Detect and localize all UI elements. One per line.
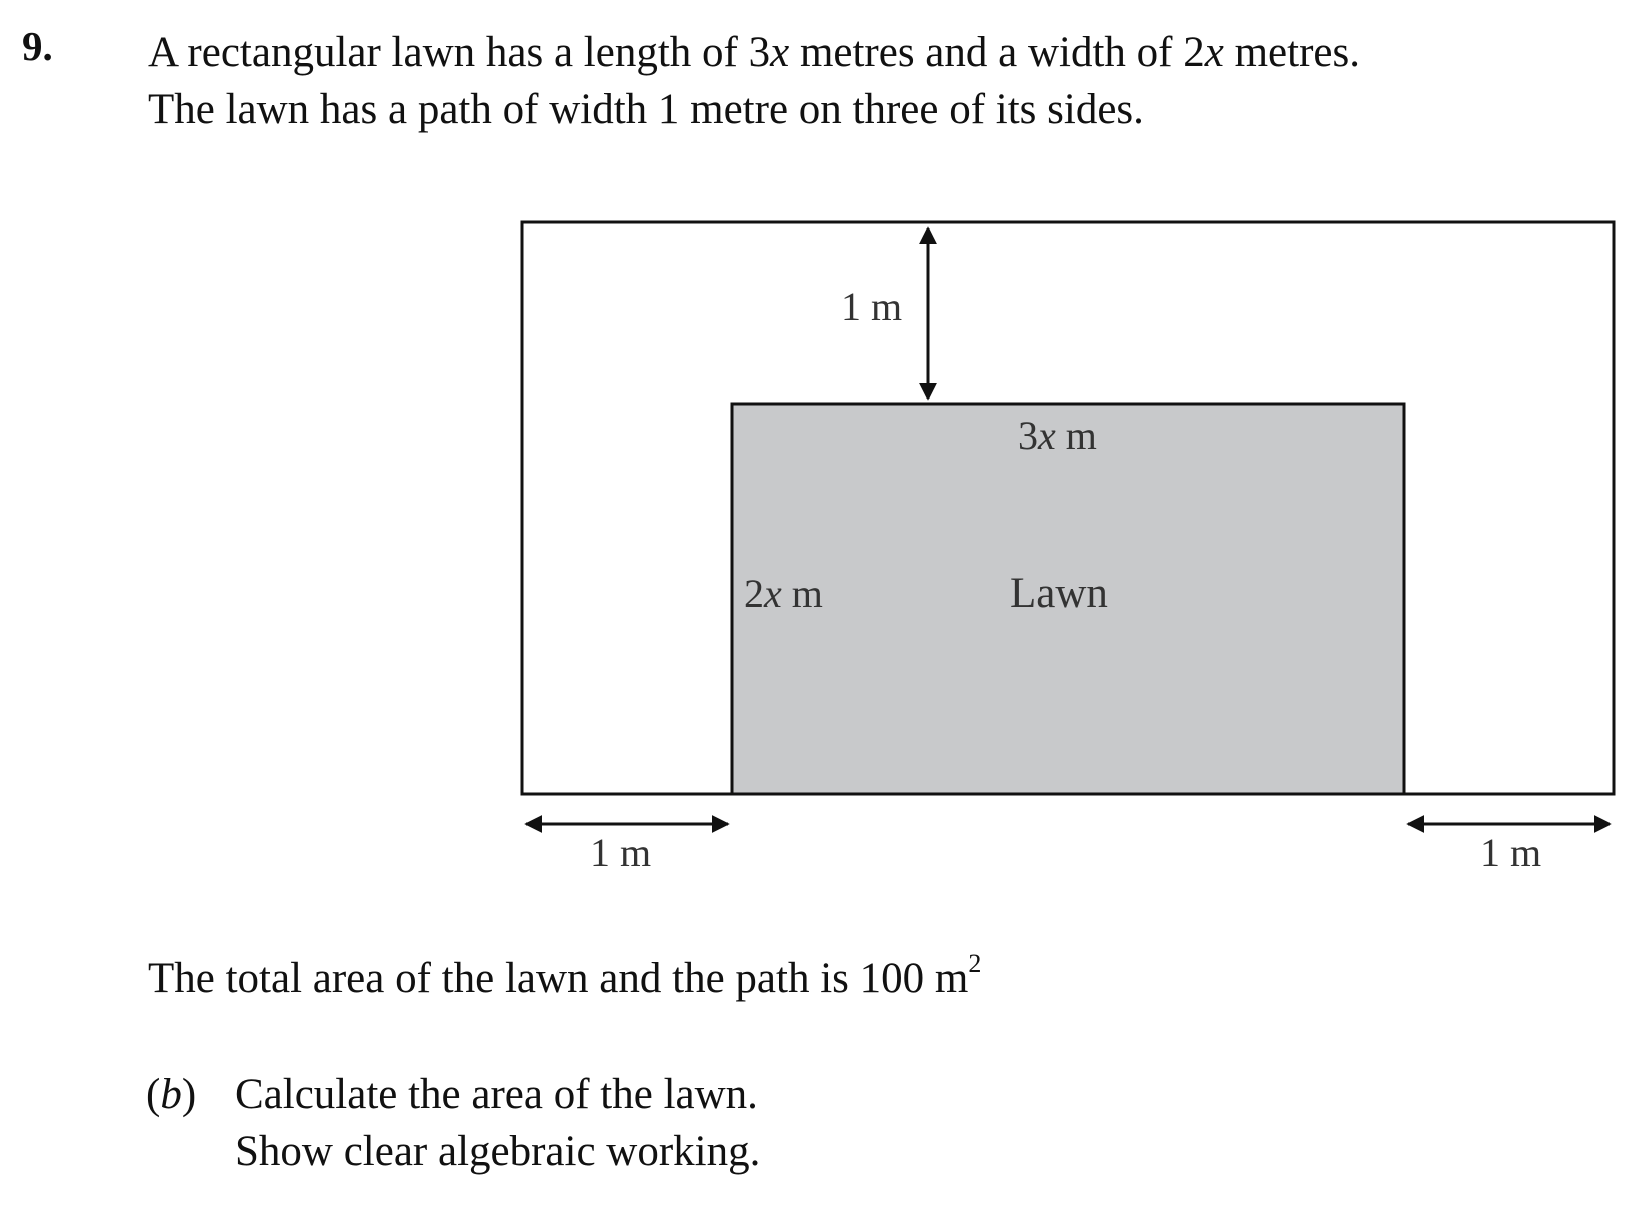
part-b-instruction-2: Show clear algebraic working. [235,1128,761,1175]
length-label: 3x m [1018,413,1097,458]
question-number: 9. [22,23,53,69]
left-gap-label: 1 m [590,830,652,875]
part-b-label: (b) [146,1071,197,1118]
lawn-label: Lawn [1010,570,1108,617]
question-text-line-2: The lawn has a path of width 1 metre on three of its sides. [148,86,1144,133]
right-gap-label: 1 m [1480,830,1542,875]
top-gap-label: 1 m [841,284,903,329]
part-b-instruction-1: Calculate the area of the lawn. [235,1071,758,1118]
width-label: 2x m [744,571,823,616]
total-area-statement: The total area of the lawn and the path is 100 $m^2$ [148,949,982,1002]
question-text-line-1: A rectangular lawn has a length of 3x metres and a width of 2x metres. [148,29,1360,76]
squared-superscript: 2 [968,949,982,978]
